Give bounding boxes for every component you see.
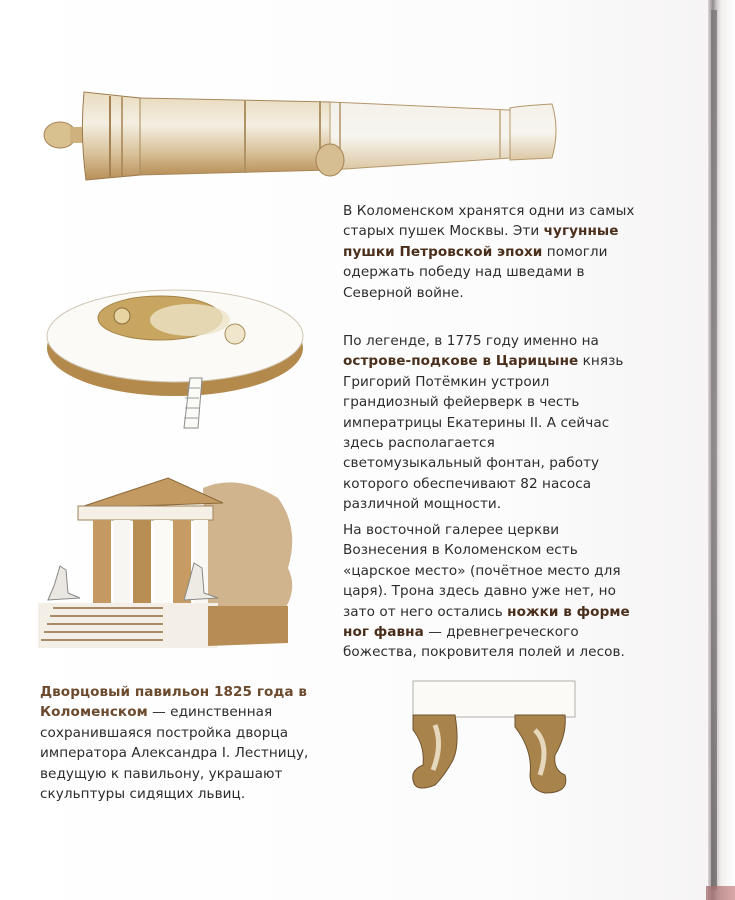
caption-text: князь Григорий Потёмкин устроил грандиозный фейерверк в честь императрицы Екатерины II. А сейчас здесь располагается светомузыкальный фонтан, работу которого обеспечивают 82 насоса различной мощности. — [343, 353, 624, 513]
caption-text: — древнегреческого божества, покровителя полей и лесов. — [343, 624, 625, 661]
caption-text: На восточной галерее церкви Вознесения в Коломенском есть «царское место» (почётное место для царя). Трона здесь давно уже нет, но зато от него остались — [343, 522, 621, 620]
caption-highlight: Дворцовый павильон 1825 года в Коломенском — [40, 684, 308, 721]
page-edge-corner — [706, 886, 735, 900]
pavilion-caption — [40, 682, 338, 804]
caption-text: помогли одержать победу над шведами в Северной войне. — [343, 243, 608, 301]
caption-text: По легенде, в 1775 году именно на — [343, 333, 599, 349]
caption-highlight: ножки в форме ног фавна — [343, 603, 630, 641]
fountain-caption — [343, 331, 635, 515]
cannon-caption — [343, 201, 635, 303]
cannon-illustration — [40, 80, 565, 190]
caption-highlight: чугунные пушки Петровской эпохи — [343, 223, 619, 260]
faun-legs-illustration — [405, 675, 585, 800]
caption-highlight: острове-подкове в Царицыне — [343, 353, 579, 370]
fountain-island-illustration — [40, 278, 310, 438]
caption-text: В Коломенском хранятся одни из самых старых пушек Москвы. Эти — [343, 203, 635, 240]
palace-pavilion-illustration — [38, 468, 328, 653]
page-edge-shadow — [711, 10, 717, 890]
throne-caption — [343, 520, 635, 663]
caption-text: — единственная сохранившаяся постройка дворца императора Александра I. Лестницу, ведущую к павильону, украшают скульптуры сидящих львиц. — [40, 704, 309, 803]
